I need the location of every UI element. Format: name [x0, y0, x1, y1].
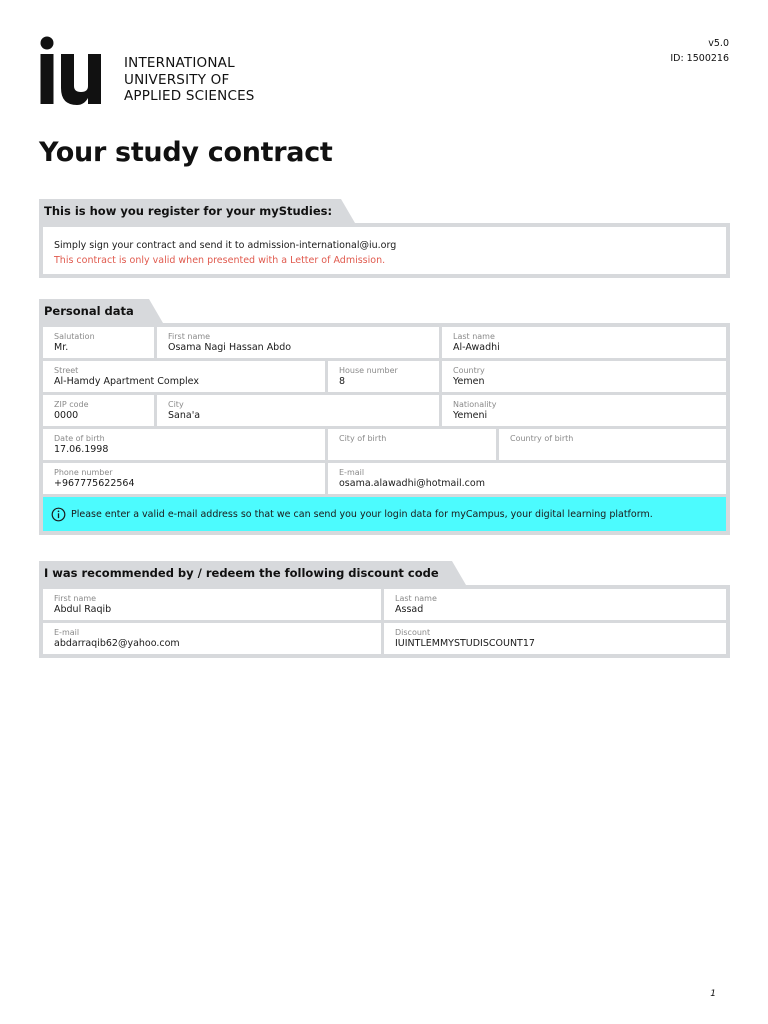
page-number: 1	[710, 989, 716, 999]
country-value: Yemen	[453, 376, 485, 387]
referral-row-1	[43, 589, 726, 620]
personal-data-section	[39, 299, 730, 535]
dob-label: Date of birth	[54, 434, 105, 443]
last-name-label: Last name	[453, 332, 495, 341]
register-instruction: Simply sign your contract and send it to admission-international@iu.org	[54, 240, 397, 251]
personal-row-5	[43, 463, 726, 494]
nationality-value: Yemeni	[453, 410, 488, 421]
discount-field	[384, 623, 726, 654]
house-number-value: 8	[339, 376, 346, 387]
nationality-label: Nationality	[453, 400, 497, 409]
register-content	[43, 227, 726, 274]
discount-label: Discount	[395, 628, 431, 637]
house-number-field	[328, 361, 439, 392]
referral-last-name-label: Last name	[395, 594, 437, 603]
phone-field	[43, 463, 325, 494]
nationality-field	[442, 395, 726, 426]
referral-first-name-field	[43, 589, 381, 620]
zip-field	[43, 395, 154, 426]
register-heading: This is how you register for your myStudies:	[44, 204, 333, 218]
last-name-value: Al-Awadhi	[453, 342, 500, 353]
document-meta	[670, 37, 729, 66]
email-value: osama.alawadhi@hotmail.com	[339, 478, 485, 489]
personal-data-box	[39, 323, 730, 535]
first-name-field	[157, 327, 439, 358]
city-field	[157, 395, 439, 426]
email-info-banner	[43, 497, 726, 531]
city-of-birth-field	[328, 429, 496, 460]
country-label: Country	[453, 366, 485, 375]
personal-row-2	[43, 361, 726, 392]
referral-section	[39, 561, 730, 658]
referral-row-2	[43, 623, 726, 654]
street-field	[43, 361, 325, 392]
info-circle-icon	[51, 507, 66, 522]
register-warning: This contract is only valid when presented with a Letter of Admission.	[54, 255, 386, 266]
salutation-label: Salutation	[54, 332, 95, 341]
register-section-tab	[39, 199, 355, 223]
document-version: v5.0	[708, 38, 729, 49]
logo-line-2: UNIVERSITY OF	[124, 71, 230, 88]
iu-logo-mark	[39, 36, 113, 106]
referral-section-tab	[39, 561, 466, 585]
personal-row-4	[43, 429, 726, 460]
university-name	[124, 55, 255, 105]
phone-label: Phone number	[54, 468, 113, 477]
dob-value: 17.06.1998	[54, 444, 109, 455]
first-name-label: First name	[168, 332, 211, 341]
dob-field	[43, 429, 325, 460]
city-value: Sana'a	[168, 410, 201, 421]
country-field	[442, 361, 726, 392]
personal-data-tab	[39, 299, 163, 323]
register-section	[39, 199, 730, 278]
first-name-value: Osama Nagi Hassan Abdo	[168, 342, 292, 353]
house-number-label: House number	[339, 366, 398, 375]
referral-box	[39, 585, 730, 658]
last-name-field	[442, 327, 726, 358]
discount-value: IUINTLEMMYSTUDISCOUNT17	[395, 638, 535, 649]
zip-label: ZIP code	[54, 400, 89, 409]
personal-row-1	[43, 327, 726, 358]
street-value: Al-Hamdy Apartment Complex	[54, 376, 199, 387]
phone-value: +967775622564	[54, 478, 135, 489]
referral-email-field	[43, 623, 381, 654]
country-of-birth-label: Country of birth	[510, 434, 574, 443]
personal-data-heading: Personal data	[44, 304, 134, 318]
register-box	[39, 223, 730, 278]
referral-email-value: abdarraqib62@yahoo.com	[54, 638, 180, 649]
salutation-value: Mr.	[54, 342, 69, 353]
university-logo	[39, 36, 269, 108]
logo-line-3: APPLIED SCIENCES	[124, 88, 255, 104]
referral-email-label: E-mail	[54, 628, 80, 637]
salutation-field	[43, 327, 154, 358]
logo-line-1: INTERNATIONAL	[124, 55, 235, 71]
referral-last-name-value: Assad	[395, 604, 424, 615]
street-label: Street	[54, 366, 79, 375]
referral-first-name-label: First name	[54, 594, 97, 603]
email-info-text: Please enter a valid e-mail address so that we can send you your login data for myCampus, your digital learning platform.	[71, 508, 653, 520]
referral-last-name-field	[384, 589, 726, 620]
referral-heading: I was recommended by / redeem the following discount code	[44, 566, 439, 580]
email-field	[328, 463, 726, 494]
country-of-birth-field	[499, 429, 726, 460]
referral-first-name-value: Abdul Raqib	[54, 604, 112, 615]
email-label: E-mail	[339, 468, 365, 477]
document-id: ID: 1500216	[670, 52, 729, 64]
city-of-birth-label: City of birth	[339, 434, 387, 443]
city-label: City	[168, 400, 184, 409]
personal-row-3	[43, 395, 726, 426]
zip-value: 0000	[54, 410, 79, 421]
page-title: Your study contract	[39, 137, 333, 168]
